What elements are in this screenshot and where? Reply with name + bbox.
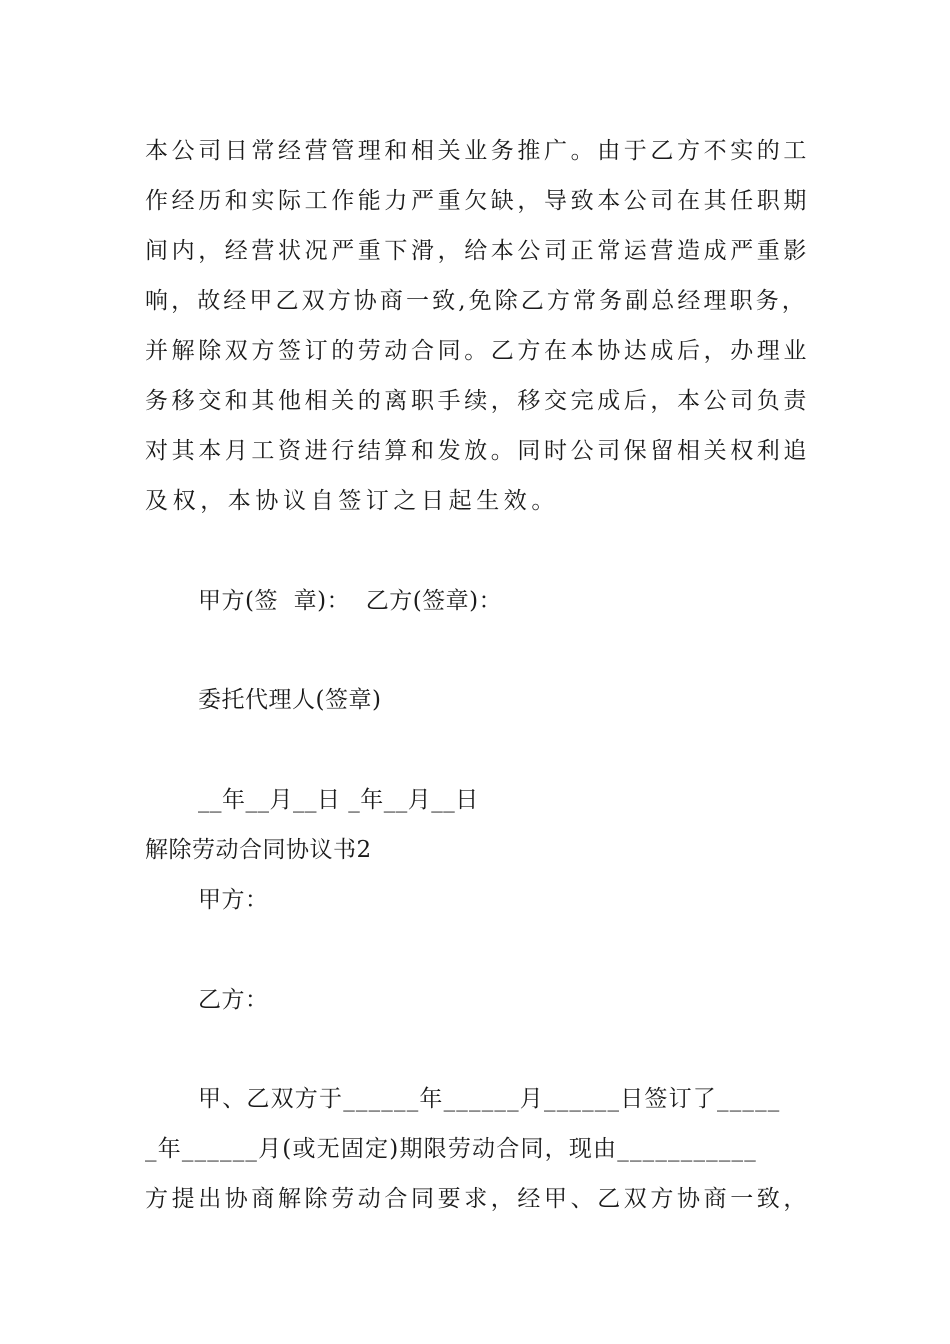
agent-signature-line: 委托代理人(签章)	[198, 687, 382, 713]
paragraph-1-line-6: 务移交和其他相关的离职手续，移交完成后，本公司负责	[145, 388, 810, 414]
paragraph-1-line-5: 并解除双方签订的劳动合同。乙方在本协达成后，办理业	[145, 338, 810, 364]
paragraph-1-line-3: 间内，经营状况严重下滑，给本公司正常运营造成严重影	[145, 238, 810, 264]
paragraph-1-line-7: 对其本月工资进行结算和发放。同时公司保留相关权利追	[145, 438, 810, 464]
paragraph-1-line-1: 本公司日常经营管理和相关业务推广。由于乙方不实的工	[145, 138, 810, 164]
paragraph-2-line-1: 甲、乙双方于______年______月______日签订了_____	[198, 1086, 781, 1112]
paragraph-2-line-2: _年______月(或无固定)期限劳动合同，现由___________	[145, 1136, 757, 1162]
party-a-label: 甲方：	[198, 887, 269, 913]
paragraph-1-line-8: 及权，本协议自签订之日起生效。	[145, 488, 559, 514]
date-line: __年__月__日 _年__月__日	[198, 787, 479, 813]
party-b-label: 乙方：	[198, 987, 269, 1013]
section-title: 解除劳动合同协议书2	[145, 837, 372, 863]
paragraph-1-line-4: 响，故经甲乙双方协商一致,免除乙方常务副总经理职务，	[145, 288, 808, 314]
paragraph-1-line-2: 作经历和实际工作能力严重欠缺，导致本公司在其任职期	[145, 188, 810, 214]
signature-line: 甲方(签 章)： 乙方(签章)：	[198, 588, 503, 614]
paragraph-2-line-3: 方提出协商解除劳动合同要求，经甲、乙双方协商一致，	[145, 1186, 810, 1212]
